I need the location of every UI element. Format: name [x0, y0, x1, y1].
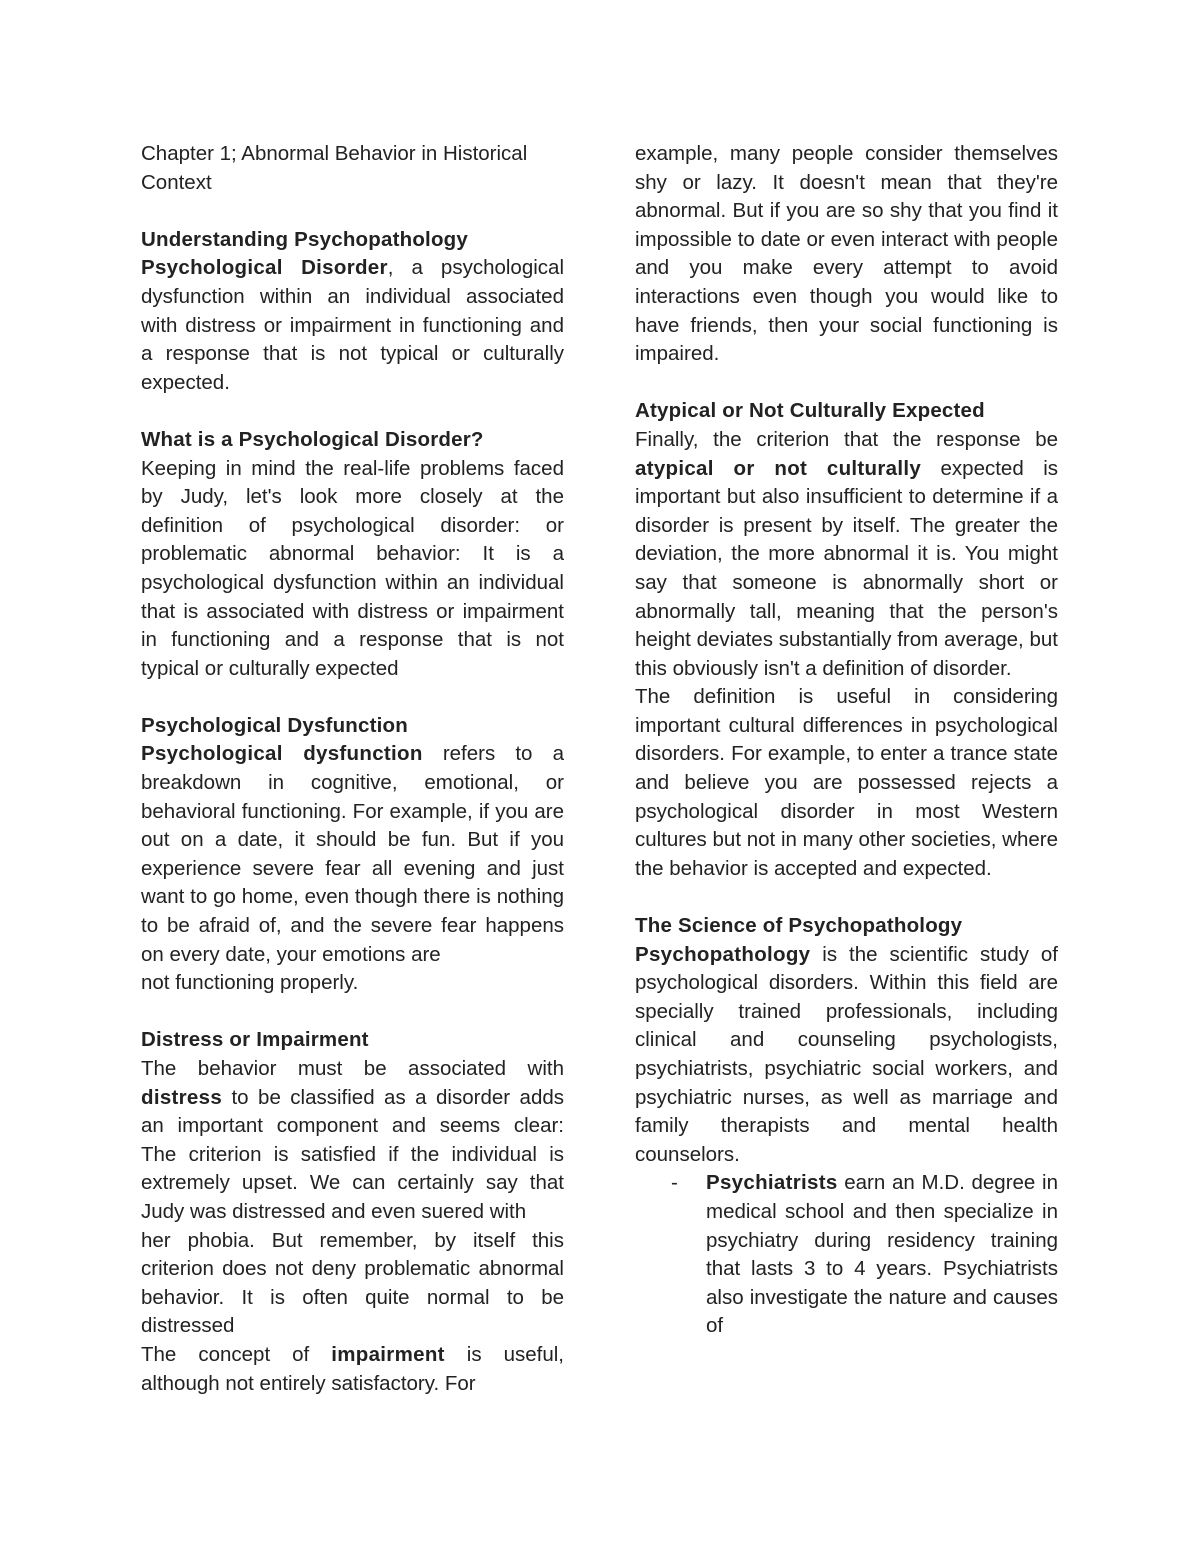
chapter-title: Chapter 1; Abnormal Behavior in Historical Context	[141, 142, 528, 194]
heading-science-of-psychopathology: The Science of Psychopathology	[635, 914, 963, 938]
paragraph-text: The concept of	[141, 1342, 332, 1366]
paragraph-impairment	[141, 1341, 564, 1398]
heading-psychological-dysfunction: Psychological Dysfunction	[141, 713, 408, 737]
paragraph-text: The behavior must be associated with	[141, 1057, 564, 1080]
term-atypical: atypical or not culturally	[635, 456, 922, 480]
term-psychopathology: Psychopathology	[635, 942, 811, 966]
paragraph-text: is useful, although not entirely satisfactory. For	[141, 1342, 564, 1395]
paragraph-psychological-dysfunction	[141, 740, 564, 969]
term-psychological-disorder: Psychological Disorder	[141, 256, 388, 280]
paragraph-impairment-cont: example, many people consider themselves shy or lazy. It doesn't mean that they're abnormal. But if you are so shy that you find it impossible to date or even interact with people and you make every attempt to avoid interactions even though you would like to have friends, then your social functioning is impaired.	[635, 142, 1058, 366]
list-item-psychiatrists	[635, 1169, 1058, 1341]
paragraph-text: refers to a breakdown in cognitive, emotional, or behavioral functioning. For example, if you are out on a date, it should be fun. But if you experience severe fear all evening and just want to go home, even though there is nothing to be afraid of, and the severe fear happens on every date, your emotions are	[141, 742, 564, 966]
paragraph-psychological-disorder-definition	[141, 254, 564, 397]
paragraph-text: is the scientific study of psychological disorders. Within this field are specially trained professionals, including clinical and counseling psychologists, psychiatrists, psychiatric social workers, and psychiatric nurses, as well as marriage and family therapists and mental health counselors.	[635, 942, 1058, 1166]
term-psychiatrists: Psychiatrists	[706, 1171, 838, 1195]
spacer	[635, 883, 1058, 912]
paragraph-psychopathology	[635, 941, 1058, 1170]
heading-distress-impairment: Distress or Impairment	[141, 1028, 369, 1052]
spacer	[141, 197, 564, 226]
term-distress: distress	[141, 1085, 223, 1109]
paragraph-dysfunction-end: not functioning properly.	[141, 971, 359, 995]
term-psychological-dysfunction: Psychological dysfunction	[141, 742, 423, 766]
term-impairment: impairment	[331, 1342, 445, 1366]
paragraph-distress-cont: her phobia. But remember, by itself this criterion does not deny problematic abnormal behavior. It is often quite normal to be distressed	[141, 1228, 564, 1338]
paragraph-text: Finally, the criterion that the response be	[635, 427, 1058, 451]
right-column	[635, 140, 1058, 1341]
paragraph-cultural-differences: The definition is useful in considering important cultural differences in psychological disorders. For example, to enter a trance state and believe you are possessed rejects a psychological disorder in most Western cultures but not in many other societies, where the behavior is accepted and expected.	[635, 685, 1058, 880]
spacer	[141, 397, 564, 426]
paragraph-text: , a psychological dysfunction within an individual associated with distress or impairment in functioning and a response that is not typical or culturally expected.	[141, 256, 564, 394]
left-column	[141, 140, 564, 1398]
paragraph-distress	[141, 1055, 564, 1227]
heading-what-is-disorder: What is a Psychological Disorder?	[141, 427, 484, 451]
spacer	[141, 998, 564, 1027]
list-dash: -	[671, 1171, 678, 1195]
paragraph-what-is-disorder: Keeping in mind the real-life problems faced by Judy, let's look more closely at the definition of psychological disorder: or problematic abnormal behavior: It is a psychological dysfunction within an individual that is associated with distress or impairment in functioning and a response that is not typical or culturally expected	[141, 456, 564, 680]
paragraph-atypical	[635, 426, 1058, 683]
paragraph-text: expected is important but also insufficient to determine if a disorder is present by itself. The greater the deviation, the more abnormal it is. You might say that someone is abnormally short or abnormally tall, meaning that the person's height deviates substantially from average, but this obviously isn't a definition of disorder.	[635, 456, 1058, 680]
heading-atypical: Atypical or Not Culturally Expected	[635, 399, 985, 423]
heading-understanding-psychopathology: Understanding Psychopathology	[141, 227, 468, 251]
spacer	[141, 683, 564, 712]
spacer	[635, 369, 1058, 398]
paragraph-text: to be classified as a disorder adds an important component and seems clear: The criterion is satisfied if the individual is extremely upset. We can certainly say that Judy was distressed and even suered with	[141, 1085, 564, 1223]
paragraph-text: earn an M.D. degree in medical school and then specialize in psychiatry during residency training that lasts 3 to 4 years. Psychiatrists also investigate the nature and causes of	[706, 1171, 1058, 1338]
